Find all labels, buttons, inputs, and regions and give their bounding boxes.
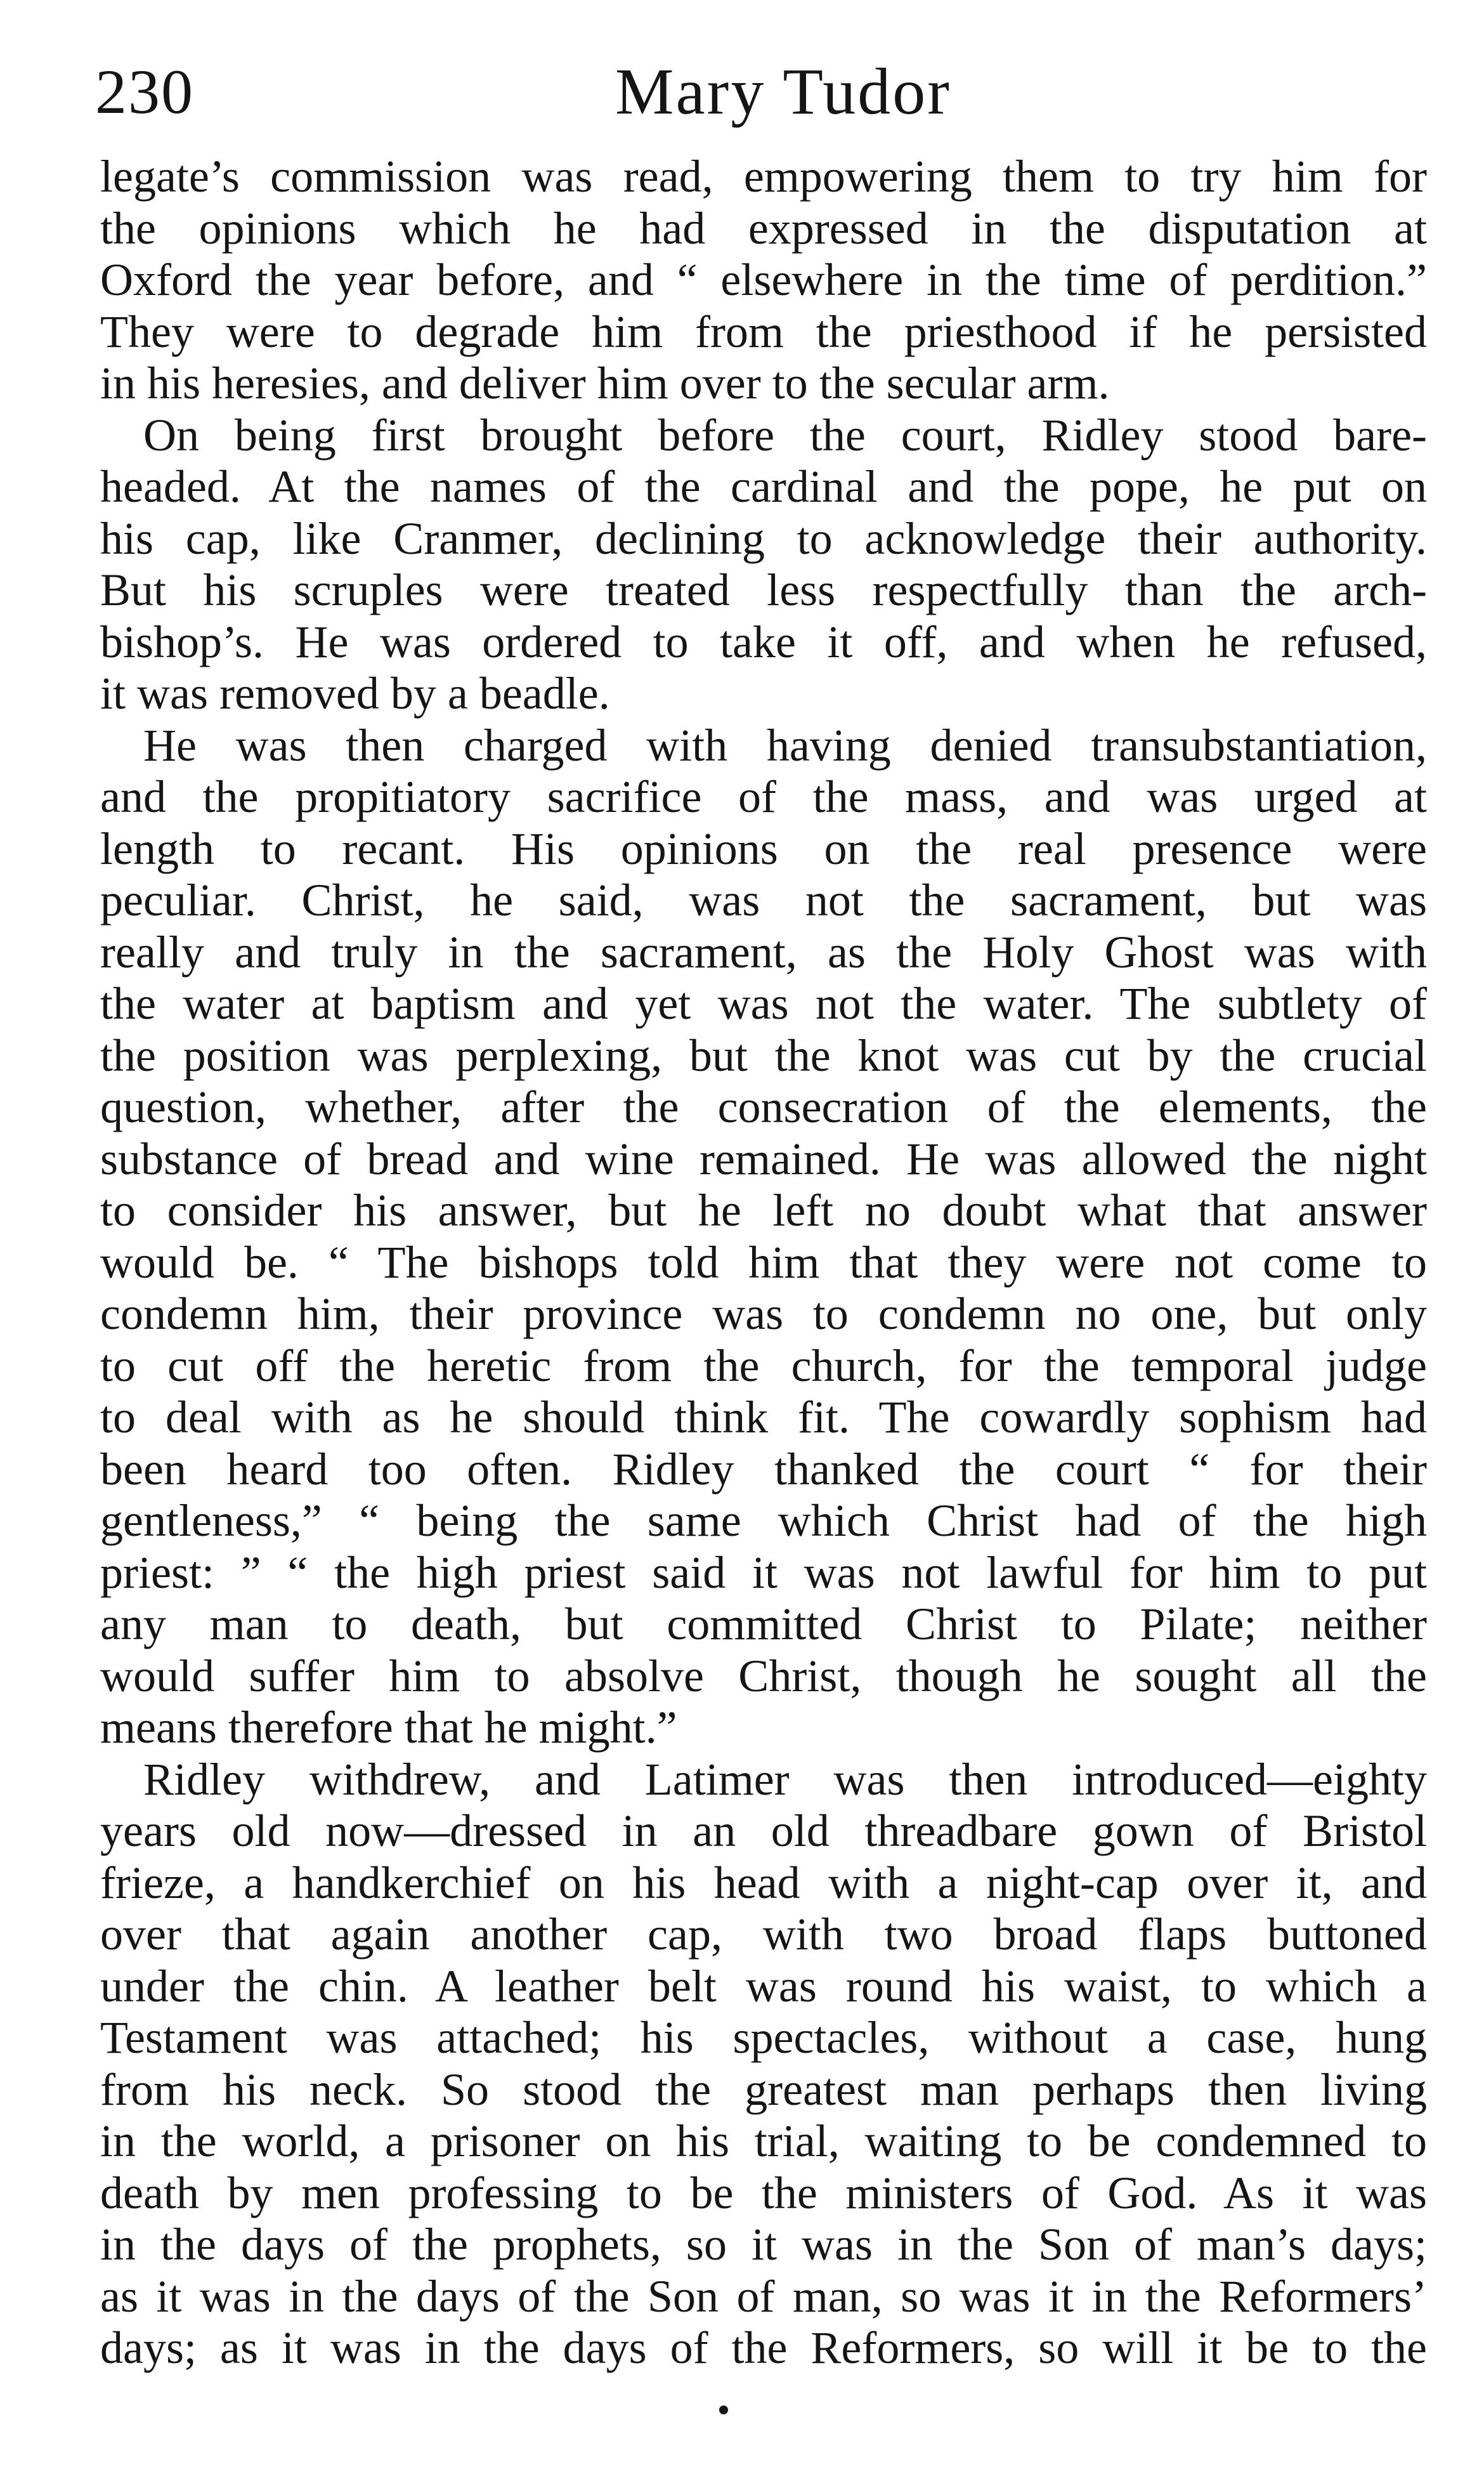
text-line: it was removed by a beadle.	[100, 668, 610, 719]
text-line: in the world, a prisoner on his trial, waiting to be condemned to	[100, 2116, 1427, 2166]
text-line: On being first brought before the court, Ridley stood bare-	[143, 409, 1427, 461]
text-line: days; as it was in the days of the Reformers, so will it be to the	[100, 2322, 1427, 2373]
text-line: length to recant. His opinions on the real presence were	[100, 823, 1427, 874]
text-line: Testament was attached; his spectacles, without a case, hung	[100, 2012, 1427, 2063]
text-line: in the days of the prophets, so it was in the Son of man’s days;	[100, 2219, 1427, 2270]
paragraph	[100, 720, 1427, 1754]
footer-dot-mark	[719, 2405, 728, 2414]
page-number: 230	[95, 56, 194, 127]
text-line: substance of bread and wine remained. He was allowed the night	[100, 1133, 1427, 1184]
text-line: would suffer him to absolve Christ, though he sought all the	[100, 1650, 1427, 1701]
text-line: and the propitiatory sacrifice of the mass, and was urged at	[100, 771, 1427, 822]
text-line: the water at baptism and yet was not the water. The subtlety of	[100, 978, 1427, 1029]
text-line: the position was perplexing, but the knot was cut by the crucial	[100, 1030, 1427, 1081]
text-line: any man to death, but committed Christ to Pilate; neither	[100, 1599, 1427, 1649]
text-line: over that again another cap, with two broad flaps buttoned	[100, 1909, 1427, 1960]
text-line: as it was in the days of the Son of man, so was it in the Reformers’	[100, 2270, 1427, 2322]
text-line: from his neck. So stood the greatest man perhaps then living	[100, 2064, 1427, 2115]
text-line: would be. “ The bishops told him that they were not come to	[100, 1236, 1427, 1288]
text-line: in his heresies, and deliver him over to the secular arm.	[100, 358, 1110, 409]
text-line: They were to degrade him from the priesthood if he persisted	[100, 306, 1427, 357]
paragraph	[100, 151, 1427, 410]
text-line: Oxford the year before, and “ elsewhere in the time of perdition.”	[100, 254, 1427, 305]
text-line: frieze, a handkerchief on his head with a night-cap over it, and	[100, 1857, 1427, 1908]
text-line: to consider his answer, but he left no doubt what that answer	[100, 1185, 1427, 1236]
paragraph	[100, 410, 1427, 720]
text-line: Ridley withdrew, and Latimer was then introduced—eighty	[143, 1753, 1427, 1805]
text-line: to cut off the heretic from the church, for the temporal judge	[100, 1340, 1427, 1391]
running-title: Mary Tudor	[615, 55, 951, 128]
text-line: bishop’s. He was ordered to take it off, and when he refused,	[100, 616, 1427, 667]
text-line: But his scruples were treated less respectfully than the arch-	[100, 565, 1427, 615]
text-line: really and truly in the sacrament, as the Holy Ghost was with	[100, 926, 1427, 978]
text-line: his cap, like Cranmer, declining to acknowledge their authority.	[100, 513, 1427, 564]
body-text	[100, 151, 1427, 2374]
text-line: condemn him, their province was to condemn no one, but only	[100, 1288, 1427, 1339]
text-line: headed. At the names of the cardinal and the pope, he put on	[100, 461, 1427, 512]
text-line: death by men professing to be the ministers of God. As it was	[100, 2167, 1427, 2218]
text-line: under the chin. A leather belt was round his waist, to which a	[100, 1960, 1427, 2012]
text-line: gentleness,” “ being the same which Christ had of the high	[100, 1495, 1427, 1546]
text-line: priest: ” “ the high priest said it was not lawful for him to put	[100, 1547, 1427, 1598]
text-line: peculiar. Christ, he said, was not the sacrament, but was	[100, 875, 1427, 926]
text-line: the opinions which he had expressed in the disputation at	[100, 202, 1427, 254]
text-line: means therefore that he might.”	[100, 1702, 677, 1753]
running-head	[95, 44, 1433, 140]
text-line: to deal with as he should think fit. The cowardly sophism had	[100, 1392, 1427, 1443]
text-line: question, whether, after the consecration of the elements, the	[100, 1082, 1427, 1132]
paragraph	[100, 1754, 1427, 2374]
text-line: years old now—dressed in an old threadbare gown of Bristol	[100, 1805, 1427, 1856]
text-line: been heard too often. Ridley thanked the court “ for their	[100, 1443, 1427, 1495]
text-line: He was then charged with having denied transubstantiation,	[143, 719, 1427, 771]
text-line: legate’s commission was read, empowering them to try him for	[100, 151, 1427, 202]
